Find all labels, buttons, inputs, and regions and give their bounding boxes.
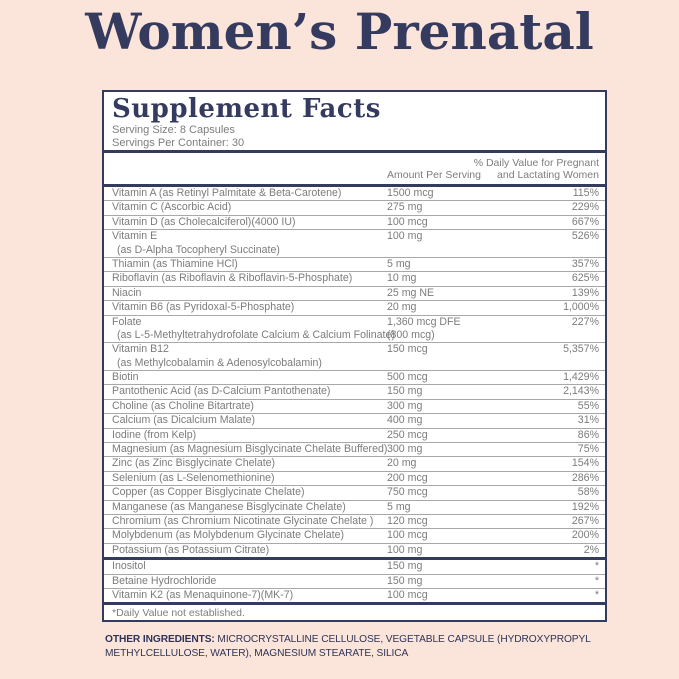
nutrient-amount: 120 mcg <box>387 514 428 527</box>
nutrient-daily-value: 75% <box>577 443 599 456</box>
nutrient-amount: 200 mcg <box>387 471 428 484</box>
nutrient-name: Biotin <box>112 371 139 384</box>
nutrient-name: Vitamin B12 <box>112 343 169 356</box>
nutrient-name: Inositol <box>112 560 146 573</box>
table-row-line <box>104 316 605 329</box>
nutrient-name: Iodine (from Kelp) <box>112 428 197 441</box>
nutrient-daily-value: * <box>594 574 599 587</box>
table-row-line <box>104 201 605 214</box>
table-row <box>104 342 605 370</box>
table-row-line <box>104 385 605 398</box>
nutrient-daily-value: 31% <box>577 414 599 427</box>
nutrient-amount: 100 mg <box>387 230 423 243</box>
nutrient-amount: 150 mg <box>387 385 423 398</box>
nutrient-daily-value: * <box>594 560 599 573</box>
nutrient-source: (as D-Alpha Tocopheryl Succinate) <box>117 243 280 256</box>
nutrient-amount: 300 mg <box>387 443 423 456</box>
nutrient-name: Manganese (as Manganese Bisglycinate Chelate) <box>112 500 346 513</box>
nutrient-daily-value: 2% <box>583 543 599 556</box>
nutrient-amount: 500 mcg <box>387 371 428 384</box>
table-row <box>104 187 605 200</box>
nutrient-name: Molybdenum (as Molybdenum Glycinate Chelate) <box>112 529 344 542</box>
column-header-daily-value <box>474 157 599 181</box>
table-row <box>104 485 605 499</box>
nutrient-name: Vitamin K2 (as Menaquinone-7)(MK-7) <box>112 588 294 601</box>
nutrient-amount: 5 mg <box>387 500 411 513</box>
nutrient-daily-value: 5,357% <box>563 343 599 356</box>
daily-value-footnote: *Daily Value not established. <box>104 602 605 620</box>
table-row-line <box>104 544 605 557</box>
column-header-daily-value-line1: % Daily Value for Pregnant <box>473 157 599 169</box>
nutrient-sub-amount: (800 mcg) <box>387 328 435 341</box>
table-row <box>104 456 605 470</box>
nutrient-daily-value: * <box>594 588 599 601</box>
column-header-amount: Amount Per Serving <box>387 169 481 181</box>
table-row <box>104 200 605 214</box>
nutrient-name: Vitamin A (as Retinyl Palmitate & Beta-Carotene) <box>112 187 342 199</box>
nutrient-daily-value: 86% <box>577 428 599 441</box>
table-row-line <box>104 301 605 314</box>
nutrient-amount: 1500 mcg <box>387 187 434 199</box>
nutrient-name: Magnesium (as Magnesium Bisglycinate Chelate Buffered) <box>112 443 388 456</box>
table-row <box>104 557 605 573</box>
table-row-line <box>104 443 605 456</box>
nutrient-name: Vitamin B6 (as Pyridoxal-5-Phosphate) <box>112 301 295 314</box>
other-ingredients <box>105 633 592 661</box>
table-row-line <box>104 414 605 427</box>
table-row-line <box>104 589 605 602</box>
table-row-line <box>104 230 605 243</box>
nutrient-amount: 750 mcg <box>387 486 428 499</box>
table-row <box>104 300 605 314</box>
nutrient-daily-value: 192% <box>571 500 599 513</box>
nutrient-daily-value: 2,143% <box>563 385 599 398</box>
other-ingredients-text: MICROCRYSTALLINE CELLULOSE, VEGETABLE CAPSULE (HYDROXYPROPYL METHYLCELLULOSE, WATER), MAGNESIUM STEARATE, SILICA <box>105 634 591 659</box>
table-row-line <box>104 272 605 285</box>
nutrient-name: Selenium (as L-Selenomethionine) <box>112 471 275 484</box>
table-row <box>104 399 605 413</box>
nutrient-daily-value: 227% <box>571 315 599 328</box>
nutrient-amount: 150 mg <box>387 574 423 587</box>
table-row-line <box>104 343 605 356</box>
table-row <box>104 500 605 514</box>
nutrient-daily-value: 115% <box>572 187 599 199</box>
column-header-row <box>104 153 605 184</box>
nutrient-amount: 5 mg <box>387 257 411 270</box>
table-row <box>104 442 605 456</box>
table-row <box>104 413 605 427</box>
table-row-subline <box>104 357 605 370</box>
nutrient-name: Vitamin D (as Cholecalciferol)(4000 IU) <box>112 215 296 228</box>
table-row <box>104 574 605 588</box>
nutrient-amount: 1,360 mcg DFE <box>387 315 461 328</box>
table-row-line <box>104 457 605 470</box>
table-row <box>104 215 605 229</box>
nutrient-daily-value: 625% <box>571 272 599 285</box>
column-header-daily-value-line2: and Lactating Women <box>497 169 599 181</box>
nutrient-daily-value: 1,000% <box>563 301 599 314</box>
nutrient-daily-value: 357% <box>571 257 599 270</box>
nutrient-amount: 250 mcg <box>387 428 428 441</box>
supplement-facts-panel <box>102 90 607 622</box>
nutrient-name: Vitamin C (Ascorbic Acid) <box>112 201 232 214</box>
table-row <box>104 271 605 285</box>
table-row <box>104 286 605 300</box>
nutrient-daily-value: 58% <box>577 486 599 499</box>
nutrient-daily-value: 154% <box>571 457 599 470</box>
table-row-subline <box>104 329 605 342</box>
table-row-line <box>104 472 605 485</box>
other-ingredients-label: OTHER INGREDIENTS: <box>105 634 215 645</box>
nutrient-amount: 150 mcg <box>387 343 428 356</box>
table-row-line <box>104 501 605 514</box>
nutrient-name: Niacin <box>112 286 142 299</box>
nutrient-name: Thiamin (as Thiamine HCl) <box>112 257 238 270</box>
nutrient-daily-value: 267% <box>571 514 599 527</box>
nutrient-source: (as L-5-Methyltetrahydrofolate Calcium & Calcium Folinate) <box>117 328 395 341</box>
servings-per-container: Servings Per Container: 30 <box>112 137 245 149</box>
nutrient-name: Choline (as Choline Bitartrate) <box>112 399 254 412</box>
nutrient-amount: 150 mg <box>387 560 423 573</box>
table-row <box>104 588 605 602</box>
table-row-line <box>104 560 605 573</box>
nutrient-daily-value: 1,429% <box>563 371 599 384</box>
table-row-line <box>104 515 605 528</box>
nutrient-name: Pantothenic Acid (as D-Calcium Pantothenate) <box>112 385 331 398</box>
nutrient-daily-value: 229% <box>571 201 599 214</box>
table-row-line <box>104 258 605 271</box>
table-row-line <box>104 529 605 542</box>
nutrient-name: Folate <box>112 315 142 328</box>
supplement-facts-title: Supplement Facts <box>112 94 381 124</box>
nutrient-amount: 100 mcg <box>387 215 428 228</box>
page-title: Women’s Prenatal <box>85 2 594 61</box>
table-row <box>104 514 605 528</box>
table-row <box>104 384 605 398</box>
nutrient-amount: 20 mg <box>387 457 417 470</box>
table-row <box>104 229 605 257</box>
table-row-line <box>104 216 605 229</box>
nutrient-name: Zinc (as Zinc Bisglycinate Chelate) <box>112 457 276 470</box>
nutrient-amount: 100 mcg <box>387 588 428 601</box>
nutrient-amount: 100 mg <box>387 543 423 556</box>
nutrient-amount: 400 mg <box>387 414 423 427</box>
nutrient-name: Calcium (as Dicalcium Malate) <box>112 414 256 427</box>
table-row <box>104 315 605 343</box>
nutrient-name: Potassium (as Potassium Citrate) <box>112 543 270 556</box>
table-row-line <box>104 429 605 442</box>
table-row-line <box>104 187 605 200</box>
table-row <box>104 528 605 542</box>
nutrient-daily-value: 139% <box>571 286 599 299</box>
table-row <box>104 428 605 442</box>
table-row <box>104 543 605 557</box>
table-row <box>104 370 605 384</box>
facts-rows <box>104 187 605 602</box>
nutrient-name: Vitamin E <box>112 230 158 243</box>
nutrient-name: Copper (as Copper Bisglycinate Chelate) <box>112 486 305 499</box>
nutrient-name: Riboflavin (as Riboflavin & Riboflavin-5-Phosphate) <box>112 272 353 285</box>
table-row-line <box>104 371 605 384</box>
nutrient-name: Betaine Hydrochloride <box>112 574 217 587</box>
nutrient-daily-value: 286% <box>571 471 599 484</box>
nutrient-daily-value: 55% <box>577 399 599 412</box>
nutrient-source: (as Methylcobalamin & Adenosylcobalamin) <box>117 356 322 369</box>
table-row <box>104 257 605 271</box>
table-row-line <box>104 575 605 588</box>
serving-size: Serving Size: 8 Capsules <box>112 124 235 136</box>
nutrient-daily-value: 667% <box>571 215 599 228</box>
nutrient-amount: 300 mg <box>387 399 423 412</box>
table-row-subline <box>104 244 605 257</box>
nutrient-amount: 10 mg <box>387 272 417 285</box>
nutrient-daily-value: 200% <box>571 529 599 542</box>
table-row-line <box>104 287 605 300</box>
table-row <box>104 471 605 485</box>
table-row-line <box>104 400 605 413</box>
table-row-line <box>104 486 605 499</box>
nutrient-amount: 275 mg <box>387 201 423 214</box>
nutrient-name: Chromium (as Chromium Nicotinate Glycinate Chelate ) <box>112 514 374 527</box>
nutrient-amount: 100 mcg <box>387 529 428 542</box>
nutrient-amount: 25 mg NE <box>387 286 435 299</box>
nutrient-daily-value: 526% <box>571 230 599 243</box>
nutrient-amount: 20 mg <box>387 301 417 314</box>
